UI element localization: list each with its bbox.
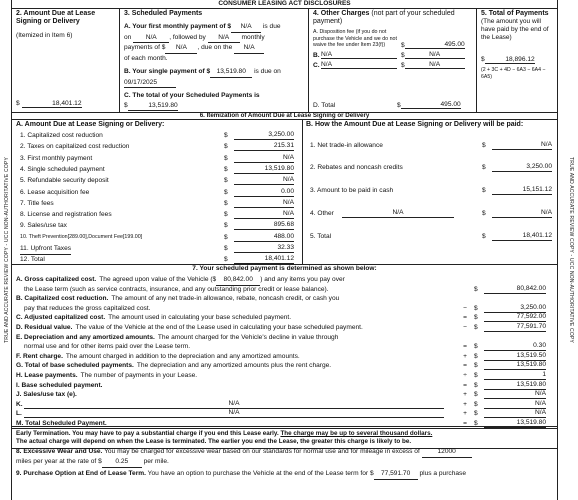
gross-vehicle-value: 80,842.00 (216, 274, 260, 286)
itemization-title: 6. Itemization of Amount Due at Lease Signing or Delivery (12, 112, 557, 120)
a-row-label: 5. Refundable security deposit (20, 177, 109, 185)
itemization-b-row (302, 185, 557, 196)
calc-row-sign: = (463, 362, 467, 370)
monthly-payment-amount: N/A (165, 43, 197, 54)
calc-row-heading: K. (16, 400, 23, 408)
calc-row-text: The amount charged in addition to the depreciation and any amortized amounts. (65, 352, 300, 360)
itemization-a-row (12, 220, 302, 231)
a-row-amount: 895.68 (234, 220, 294, 230)
b-row-label: 5. Total (310, 233, 332, 240)
box5-dollar: $ (481, 56, 485, 63)
b-row-amount: N/A (492, 208, 552, 218)
item9-tail: plus a purchase (419, 470, 467, 477)
early-termination-notice (12, 428, 557, 449)
single-payment-amount: 13,519.80 (210, 67, 252, 78)
box3-due-on: , due on the (197, 44, 233, 51)
a-row-amount: 488.00 (234, 232, 294, 242)
other-charges-total: 495.00 (401, 101, 461, 109)
calc-row-dollar: $ (474, 372, 478, 379)
a-row-amount: N/A (234, 209, 294, 219)
b-row-amount: 15,151.12 (492, 185, 552, 195)
a-row-dollar: $ (224, 199, 228, 207)
itemization-part-b (302, 120, 557, 264)
calc-row-text: The amount used in calculating your base scheduled payment. (108, 314, 292, 322)
a-row-amount: N/A (234, 153, 294, 163)
other-charge-c-label: N/A (321, 61, 397, 69)
box4-b-dollar: $ (401, 51, 405, 59)
box3-b-due: is due on (254, 68, 281, 75)
calc-row-sign: = (463, 381, 467, 389)
a-row-dollar: $ (224, 245, 228, 252)
calc-row-dollar: $ (474, 324, 478, 331)
itemization-a-row (12, 141, 302, 152)
early-line1a: Early Termination. You may have to pay a substantial charge if you end this Lease early. (16, 430, 279, 437)
disposition-fee-label: A. Disposition fee (if you do not purchase the Vehicle and we do not waive the fee under Item 23(f)) (313, 29, 397, 48)
box-total-of-payments (477, 8, 557, 112)
a-row-dollar: $ (224, 256, 228, 264)
a-row-dollar: $ (224, 132, 228, 139)
calc-row-text: The number of payments in your Lease. (80, 372, 198, 379)
calc-row-amount: 77,591.70 (484, 322, 546, 332)
side-watermark-right: TRUE AND ACCURATE REVIEW COPY - UCC NON-AUTHORITATIVE COPY (568, 157, 574, 343)
calc-row-heading: G. Total of base scheduled payments. (16, 362, 134, 370)
box5-note: (The amount you will have paid by the end of the Lease) (481, 18, 549, 41)
part-b-title: B. How the Amount Due at Lease Signing or Delivery will be paid: (306, 121, 524, 128)
b-row-dollar: $ (482, 233, 486, 240)
calc-row-heading: L. (16, 410, 22, 418)
box3-c-dollar: $ (124, 101, 128, 109)
early-line2: The actual charge will depend on when the Lease is terminated. The earlier you end the Lease, the greater this charge is likely to be. (16, 438, 412, 445)
b-row-dollar: $ (482, 210, 486, 217)
itemization-b-row (302, 162, 557, 173)
single-payment-date: 09/17/2025 (124, 78, 176, 89)
a-row-label: 12. Total (20, 256, 45, 264)
item8-line2a: miles per year at the rate of $ (16, 458, 102, 465)
box2-dollar: $ (16, 100, 20, 107)
calc-row-mid: N/A (24, 399, 444, 409)
box4-total-label: D. Total (313, 102, 336, 109)
a-row-label: 7. Title fees (20, 199, 54, 207)
box5-title: 5. Total of Payments (481, 10, 549, 17)
itemization-part-a (12, 120, 303, 264)
calc-row-heading: I. Base scheduled payment. (16, 381, 103, 389)
other-charge-c-amount: N/A (405, 61, 465, 69)
total-scheduled-payments: 13,519.80 (128, 101, 178, 112)
box3-a-label: A. Your first monthly payment of $ (124, 23, 232, 30)
calc-row-text: the Lease term (such as service contracts, insurance, and any outstanding prior credit or lease balance). (24, 285, 329, 293)
itemization-a-row (12, 153, 302, 164)
calc-row-heading: D. Residual value. (16, 324, 73, 331)
calc-row-sign: + (463, 391, 467, 399)
a-row-amount: 215.31 (234, 141, 294, 151)
calc-row-sign: = (463, 343, 467, 351)
calc-row-dollar: $ (474, 362, 478, 370)
box3-a-due: is due (262, 23, 281, 30)
box4-title-note: (not part of your scheduled payment) (313, 10, 455, 25)
a-row-dollar: $ (224, 188, 228, 196)
a-row-amount: 0.00 (234, 187, 294, 197)
itemization-a-row (12, 198, 302, 209)
calc-row-heading: J. Sales/use tax (e). (16, 391, 77, 399)
b-row-amount: 18,401.12 (492, 231, 552, 241)
calc-row-amount: 0.30 (484, 341, 546, 351)
calc-row-heading: B. Capitalized cost reduction. (16, 295, 109, 303)
calc-row-amount: 13,519.80 (484, 380, 546, 390)
b-row-label: 1. Net trade-in allowance (310, 142, 383, 149)
b-row-label: 4. Other (310, 210, 334, 217)
box3-c-label: C. The total of your Scheduled Payments is (124, 92, 260, 99)
box2-note: (Itemized in Item 6) (16, 32, 73, 39)
b-row-dollar: $ (482, 187, 486, 194)
itemization-section (12, 112, 557, 265)
calc-row-sign: − (463, 304, 467, 312)
box2-amount: 18,401.12 (22, 100, 82, 108)
box2-title: 2. Amount Due at Lease Signing or Delivery (16, 10, 96, 25)
box3-on: on (124, 33, 132, 41)
a-row-dollar: $ (224, 143, 228, 151)
item8-line2b: per mile. (143, 458, 169, 465)
b-row-other: N/A (342, 208, 454, 218)
a-row-dollar: $ (224, 233, 228, 241)
box-scheduled-payments (120, 8, 309, 112)
calc-row-amount: 77,592.00 (484, 312, 546, 322)
calc-row-dollar: $ (474, 285, 478, 293)
calc-row-text: The agreed upon value of the Vehicle ($ (99, 276, 217, 283)
calc-row-amount: N/A (484, 408, 546, 418)
disclosure-form (11, 0, 558, 500)
a-row-label: 10. Theft Prevention[289.00],Document Fee[199.00] (20, 233, 143, 240)
calc-row-heading: H. Lease payments. (16, 372, 78, 379)
calc-row-dollar: $ (474, 400, 478, 408)
calc-row-amount: 13,519.50 (484, 351, 546, 361)
disposition-fee-amount: 495.00 (405, 41, 465, 49)
a-row-amount: 13,519.80 (234, 164, 294, 174)
a-row-label: 11. Upfront Taxes (20, 243, 71, 255)
calc-row-amount: 13,519.80 (484, 418, 546, 428)
calc-row-text: The amount of any net trade-in allowance, rebate, noncash credit, or cash you (111, 295, 340, 303)
box4-c-dollar: $ (401, 61, 405, 69)
a-row-label: 9. Sales/use tax (20, 222, 67, 230)
a-row-dollar: $ (224, 177, 228, 185)
other-charge-b-label: N/A (321, 51, 397, 59)
box4-a-dollar: $ (401, 41, 405, 49)
calc-row-dollar: $ (474, 420, 478, 427)
itemization-a-row (12, 164, 302, 175)
calc-row-sign: + (463, 352, 467, 360)
itemization-b-row (302, 140, 557, 151)
box3-payments-of: payments of $ (124, 44, 166, 51)
box3-monthly: monthly (241, 33, 265, 41)
b-row-amount: 3,250.00 (492, 162, 552, 172)
itemization-a-row (12, 243, 302, 254)
excess-mile-rate: 0.25 (102, 457, 142, 468)
a-row-amount: 32.33 (234, 243, 294, 253)
itemization-a-row (12, 209, 302, 220)
calc-row-text: The amount charged for the Vehicle's decline in value through (157, 333, 339, 341)
itemization-a-row (12, 130, 302, 141)
calc-row-sign: ÷ (463, 372, 467, 379)
a-row-label: 8. License and registration fees (20, 211, 112, 219)
b-row-label: 3. Amount to be paid in cash (310, 187, 394, 194)
itemization-b-row (302, 231, 557, 242)
monthly-due-day: N/A (234, 43, 264, 54)
a-row-dollar: $ (224, 222, 228, 230)
calc-title: 7. Your scheduled payment is determined as shown below: (192, 265, 377, 272)
calc-row-text: normal use and for other items paid over the Lease term. (24, 343, 191, 351)
calc-row-sign: = (463, 314, 467, 322)
box-other-charges (309, 8, 477, 112)
calc-row-tail: ) and any items you pay over (260, 276, 345, 283)
calc-row-dollar: $ (474, 391, 478, 399)
excess-wear-rate (16, 457, 553, 468)
calc-row-amount: N/A (484, 389, 546, 399)
calc-row-heading: E. Depreciation and any amortized amounts. (16, 333, 155, 341)
first-payment-date: N/A (133, 33, 169, 44)
a-row-amount: 18,401.12 (234, 254, 294, 264)
calc-row-amount: N/A (484, 399, 546, 409)
calc-row-heading: C. Adjusted capitalized cost. (16, 314, 106, 322)
monthly-payment-count: N/A (208, 33, 240, 44)
itemization-a-row (12, 232, 302, 243)
top-boxes (12, 8, 557, 113)
calc-row-amount: 3,250.00 (484, 303, 546, 313)
box-amount-due (12, 8, 120, 112)
box4-d-dollar: $ (397, 102, 401, 109)
form-header: CONSUMER LEASING ACT DISCLOSURES (12, 0, 557, 9)
calc-row-amount: 1 (484, 370, 546, 380)
side-watermark-left: TRUE AND ACCURATE REVIEW COPY - UCC NON-AUTHORITATIVE COPY (4, 157, 10, 343)
calc-row-amount: 80,842.00 (484, 284, 546, 294)
purchase-option-item (16, 469, 553, 480)
a-row-label: 4. Single scheduled payment (20, 165, 105, 173)
a-row-label: 3. First monthly payment (20, 154, 93, 162)
item9-title: 9. Purchase Option at End of Lease Term. (16, 470, 146, 477)
calc-row-dollar: $ (474, 314, 478, 322)
calc-row-sign: + (463, 410, 467, 418)
box3-of-each-month: of each month. (124, 54, 168, 62)
total-of-payments-amount: 18,896.12 (485, 56, 535, 64)
a-row-amount: N/A (234, 175, 294, 185)
b-row-label: 2. Rebates and noncash credits (310, 164, 403, 171)
b-row-amount: N/A (492, 140, 552, 150)
box4-c-letter: C. (313, 61, 320, 69)
calc-row-heading: A. Gross capitalized cost. (16, 276, 97, 283)
box3-b-label: B. Your single payment of $ (124, 68, 211, 75)
early-line1b: The charge may be up to several thousand dollars. (280, 430, 433, 437)
calc-row-heading: F. Rent charge. (16, 352, 63, 360)
item9-text: You have an option to purchase the Vehicle at the end of the Lease term for $ (147, 470, 374, 477)
other-charge-b-amount: N/A (405, 51, 465, 59)
itemization-a-row (12, 175, 302, 186)
itemization-b-row (302, 208, 557, 219)
item8-text: You may be charged for excessive wear based on our standards for normal use and for mileage in excess of (104, 448, 420, 455)
b-row-dollar: $ (482, 142, 486, 149)
a-row-dollar: $ (224, 165, 228, 173)
a-row-amount: N/A (234, 198, 294, 208)
calc-row-text: The depreciation and any amortized amounts plus the rent charge. (136, 362, 332, 370)
calc-row-text: pay that reduces the gross capitalized cost. (24, 304, 151, 312)
part-a-title: A. Amount Due at Lease Signing or Delivery: (16, 121, 165, 128)
calc-row-text: The value of the Vehicle at the end of the Lease used in calculating your base scheduled payment. (75, 324, 363, 331)
purchase-option-amount: 77,591.70 (374, 469, 418, 480)
calc-row-amount: 13,519.80 (484, 360, 546, 370)
a-row-label: 1. Capitalized cost reduction (20, 132, 103, 139)
itemization-a-row (12, 187, 302, 198)
mileage-allowance: 12000 (422, 447, 472, 458)
calc-row-mid: N/A (24, 408, 444, 418)
payment-calculation-section (12, 264, 557, 427)
a-row-amount: 3,250.00 (234, 130, 294, 140)
calc-row-sign: = (463, 420, 467, 427)
a-row-dollar: $ (224, 211, 228, 219)
a-row-dollar: $ (224, 154, 228, 162)
first-payment-amount: N/A (231, 22, 261, 33)
calc-row-dollar: $ (474, 304, 478, 312)
calc-row-sign: + (463, 400, 467, 408)
a-row-label: 2. Taxes on capitalized cost reduction (20, 143, 130, 151)
b-row-dollar: $ (482, 164, 486, 171)
box3-title: 3. Scheduled Payments (124, 10, 203, 17)
calc-row-dollar: $ (474, 381, 478, 389)
calc-row-dollar: $ (474, 352, 478, 360)
item8-title: 8. Excessive Wear and Use. (16, 448, 103, 455)
box4-title: 4. Other Charges (313, 10, 370, 17)
a-row-label: 6. Lease acquisition fee (20, 188, 90, 196)
calc-row-sign: − (463, 324, 467, 331)
box5-formula: (2 + 3C + 4D − 6A3 − 6A4 − 6A5) (481, 67, 546, 80)
calc-row-heading: M. Total Scheduled Payment. (16, 420, 107, 427)
box4-b-letter: B. (313, 51, 320, 59)
calc-row-dollar: $ (474, 410, 478, 418)
box3-followed: , followed by (169, 33, 206, 41)
calc-row-dollar: $ (474, 343, 478, 351)
